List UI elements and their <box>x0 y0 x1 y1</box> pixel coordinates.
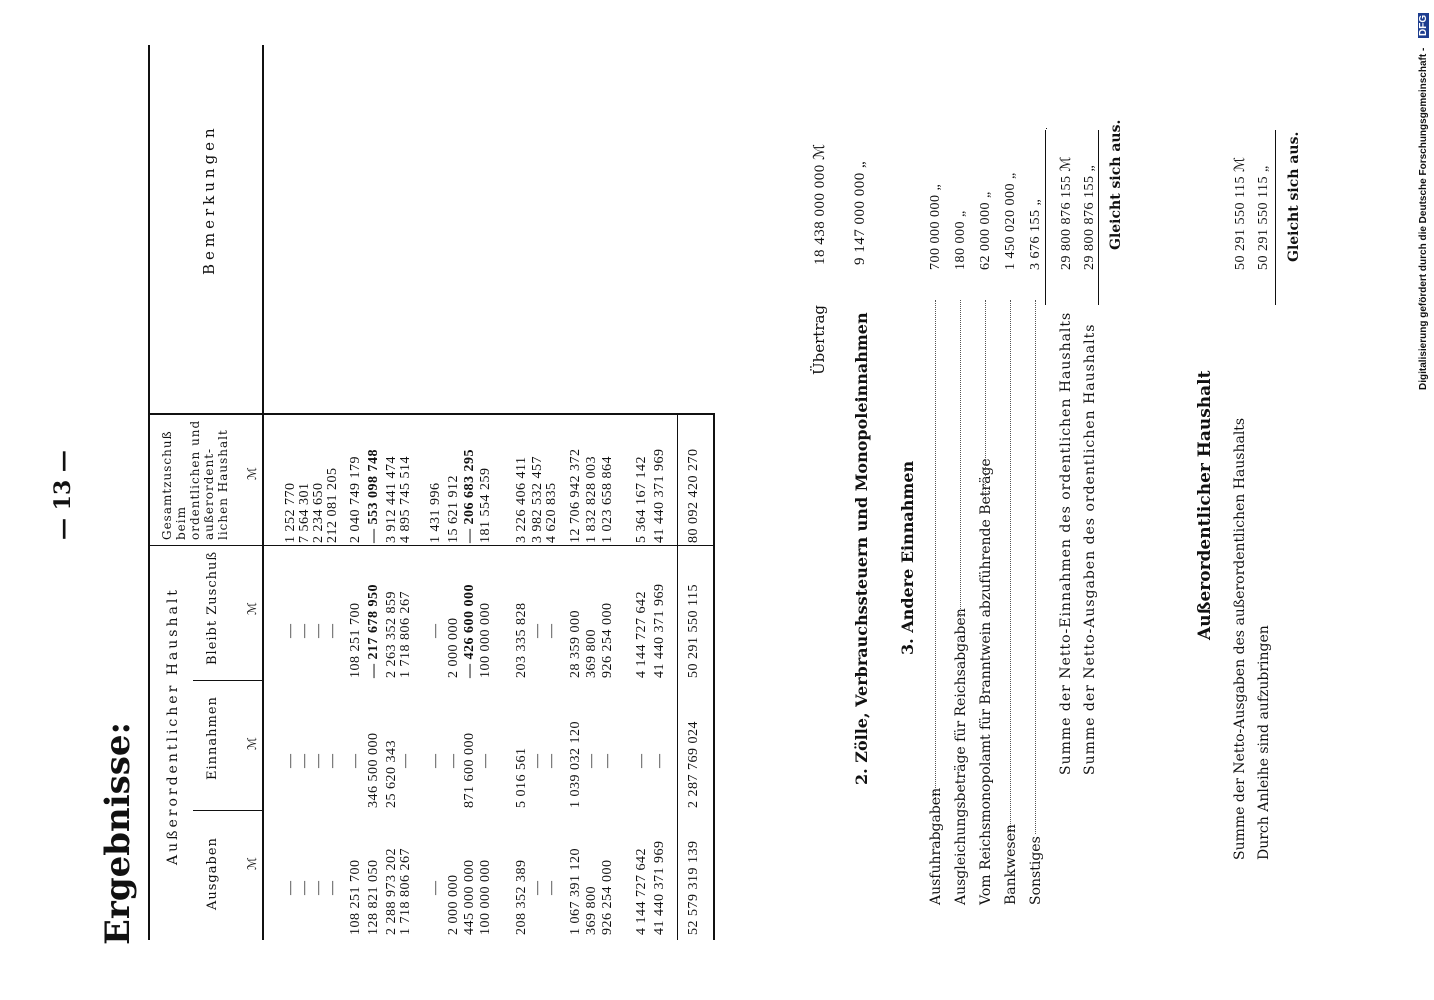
leader-dots <box>935 300 937 798</box>
cell-zuschuss: 1 718 806 267 <box>398 591 413 678</box>
cell-gesamt: 2 234 650 <box>311 482 326 543</box>
col-header-einnahmen: Einnahmen <box>205 696 220 780</box>
ao-heading: Außerordentlicher Haushalt <box>1195 370 1215 640</box>
cell-ausgaben: — <box>530 880 545 895</box>
andere-item-value: 1 450 020 000 „ <box>1003 172 1018 270</box>
leader-dots <box>960 300 962 625</box>
cell-einnahmen: — <box>446 753 461 768</box>
cell-gesamt: 1 252 770 <box>283 482 298 543</box>
cell-einnahmen: — <box>297 753 312 768</box>
cell-ausgaben: 100 000 000 <box>478 859 493 935</box>
andere-item-label: Ausgleichungsbeträge für Reichsabgaben <box>953 608 969 905</box>
col-header-ausgaben: Ausgaben <box>205 837 220 910</box>
cell-ausgaben: — <box>544 880 559 895</box>
gleicht-1: Gleicht sich aus. <box>1108 119 1124 250</box>
cell-einnahmen: — <box>600 753 615 768</box>
cell-zuschuss: 41 440 371 969 <box>652 583 667 678</box>
cell-einnahmen: 5 016 561 <box>514 747 529 808</box>
cell-ausgaben: — <box>428 880 443 895</box>
cell-gesamt: — 553 098 748 <box>366 449 381 543</box>
cell-einnahmen: — <box>634 753 649 768</box>
sum-rule-1 <box>1045 130 1046 305</box>
cell-einnahmen: 871 600 000 <box>462 732 477 808</box>
cell-ausgaben: 128 821 050 <box>366 859 381 935</box>
cell-gesamt: 15 621 912 <box>446 475 461 543</box>
andere-item-value: 62 000 000 „ <box>978 191 993 270</box>
andere-item-label: Bankwesen <box>1003 824 1019 905</box>
leader-dots <box>1035 300 1037 834</box>
cell-zuschuss: 28 359 000 <box>568 610 583 678</box>
ao-summe-value: 50 291 550 115 ℳ <box>1233 156 1248 270</box>
cell-einnahmen: — <box>348 753 363 768</box>
cell-zuschuss: 4 144 727 642 <box>634 591 649 678</box>
cell-gesamt: 2 040 749 179 <box>348 456 363 543</box>
col-header-gesamt: Gesamtzuschuß beim ordentlichen und außerordent-lichen Haushalt <box>160 419 230 540</box>
cell-zuschuss: — <box>530 623 545 638</box>
cell-gesamt: 181 554 259 <box>478 467 493 543</box>
totals-separator <box>677 415 678 940</box>
cell-einnahmen: — <box>652 753 667 768</box>
cell-gesamt: 41 440 371 969 <box>652 448 667 543</box>
cell-ausgaben: 445 000 000 <box>462 859 477 935</box>
uebertrag-label: Übertrag <box>810 304 828 375</box>
cell-gesamt: 7 564 301 <box>297 482 312 543</box>
digitization-note: Digitalisierung gefördert durch die Deutsche Forschungsgemeinschaft - <box>1418 47 1429 390</box>
col-divider-gesamt <box>150 413 715 415</box>
table-top-border <box>148 45 150 940</box>
cell-ausgaben: 2 000 000 <box>446 874 461 935</box>
summe-ausgaben-value: 29 800 876 155 „ <box>1082 164 1097 270</box>
cell-einnahmen: — <box>325 753 340 768</box>
cell-ausgaben: 4 144 727 642 <box>634 848 649 935</box>
cell-gesamt: 5 364 167 142 <box>634 456 649 543</box>
total-cell-ausgaben: 52 579 319 139 <box>686 840 701 935</box>
cell-gesamt: 1 832 828 003 <box>584 456 599 543</box>
andere-item-value: 180 000 „ <box>953 210 968 270</box>
cell-gesamt: 4 620 835 <box>544 482 559 543</box>
ao-anleihe-label: Durch Anleihe sind aufzubringen <box>1256 625 1272 860</box>
leader-dots <box>1010 300 1012 834</box>
cell-einnahmen: — <box>544 753 559 768</box>
ao-summe-label: Summe der Netto-Ausgaben des außerordentlichen Haushalts <box>1232 417 1248 860</box>
summe-einnahmen-label: Summe der Netto-Einnahmen des ordentlichen Haushalts <box>1058 311 1074 775</box>
unit-gesamt: ℳ <box>245 467 259 480</box>
gleicht-2: Gleicht sich aus. <box>1286 131 1302 262</box>
cell-ausgaben: 369 800 <box>584 886 599 935</box>
cell-gesamt: 3 226 406 411 <box>514 456 529 543</box>
total-cell-zuschuss: 50 291 550 115 <box>686 584 701 678</box>
cell-zuschuss: — <box>297 623 312 638</box>
andere-item-value: 700 000 000 „ <box>928 183 943 270</box>
total-cell-einnahmen: 2 287 769 024 <box>686 721 701 808</box>
sum-line-1 <box>1046 128 1047 129</box>
cell-ausgaben: 926 254 000 <box>600 859 615 935</box>
cell-ausgaben: — <box>325 880 340 895</box>
cell-zuschuss: 369 800 <box>584 629 599 678</box>
cell-zuschuss: — <box>325 623 340 638</box>
cell-ausgaben: 108 251 700 <box>348 859 363 935</box>
cell-ausgaben: 1 067 391 120 <box>568 848 583 935</box>
group-header: Außerordentlicher Haushalt <box>165 587 181 865</box>
col-divider-2 <box>193 810 263 811</box>
total-cell-gesamt: 80 092 420 270 <box>686 448 701 543</box>
cell-zuschuss: — <box>283 623 298 638</box>
col-divider-group <box>150 545 715 546</box>
page-number: — 13 — <box>50 450 76 540</box>
cell-einnahmen: — <box>478 753 493 768</box>
ao-anleihe-value: 50 291 550 115 „ <box>1256 165 1271 270</box>
sum-rule-3 <box>1275 130 1276 305</box>
col-header-bemerkungen: Bemerkungen <box>200 124 218 275</box>
cell-zuschuss: 926 254 000 <box>600 602 615 678</box>
cell-gesamt: 4 895 745 514 <box>398 456 413 543</box>
cell-zuschuss: 2 000 000 <box>446 617 461 678</box>
zoelle-value: 9 147 000 000 „ <box>852 160 868 265</box>
cell-zuschuss: 108 251 700 <box>348 602 363 678</box>
cell-ausgaben: 208 352 389 <box>514 859 529 935</box>
cell-ausgaben: 2 288 973 202 <box>384 848 399 935</box>
cell-einnahmen: — <box>530 753 545 768</box>
andere-item-label: Vom Reichsmonopolamt für Branntwein abzuführende Beträge <box>978 458 994 905</box>
cell-gesamt: 1 431 996 <box>428 482 443 543</box>
cell-zuschuss: — <box>428 623 443 638</box>
uebertrag-value: 18 438 000 000 ℳ <box>812 143 828 265</box>
cell-gesamt: — 206 683 295 <box>462 449 477 543</box>
cell-zuschuss: — <box>544 623 559 638</box>
summe-einnahmen-value: 29 800 876 155 ℳ <box>1059 156 1074 270</box>
cell-einnahmen: 25 620 343 <box>384 740 399 808</box>
unit-einnahmen: ℳ <box>245 737 259 750</box>
cell-gesamt: 212 081 205 <box>325 467 340 543</box>
cell-einnahmen: — <box>283 753 298 768</box>
cell-ausgaben: — <box>297 880 312 895</box>
cell-einnahmen: — <box>428 753 443 768</box>
cell-gesamt: 3 912 441 474 <box>384 456 399 543</box>
cell-zuschuss: 2 263 352 859 <box>384 591 399 678</box>
cell-gesamt: 1 023 658 864 <box>600 456 615 543</box>
zoelle-label: 2. Zölle, Verbrauchssteuern und Monopoleinnahmen <box>852 312 871 785</box>
dfg-logo: DFG <box>1418 14 1429 36</box>
summe-ausgaben-label: Summe der Netto-Ausgaben des ordentlichen Haushalts <box>1082 323 1098 775</box>
cell-ausgaben: — <box>283 880 298 895</box>
cell-ausgaben: — <box>311 880 326 895</box>
table-bottom-border <box>713 415 715 940</box>
cell-zuschuss: — 217 678 950 <box>366 584 381 678</box>
cell-einnahmen: — <box>398 753 413 768</box>
page-heading: Ergebnisse: <box>98 721 138 945</box>
cell-ausgaben: 1 718 806 267 <box>398 848 413 935</box>
sum-rule-2 <box>1098 130 1099 305</box>
andere-item-value: 3 676 155 „ <box>1028 198 1043 270</box>
leader-dots <box>985 300 987 496</box>
unit-zuschuss: ℳ <box>245 602 259 615</box>
cell-gesamt: 12 706 942 372 <box>568 448 583 543</box>
cell-zuschuss: 203 335 828 <box>514 602 529 678</box>
cell-zuschuss: — <box>311 623 326 638</box>
col-divider-1 <box>193 680 263 681</box>
cell-zuschuss: 100 000 000 <box>478 602 493 678</box>
cell-zuschuss: — 426 600 000 <box>462 584 477 678</box>
cell-gesamt: 3 982 532 457 <box>530 456 545 543</box>
col-header-zuschuss: Bleibt Zuschuß <box>205 550 220 665</box>
andere-item-label: Ausfuhrabgaben <box>928 787 944 905</box>
cell-einnahmen: 1 039 032 120 <box>568 721 583 808</box>
cell-einnahmen: — <box>584 753 599 768</box>
cell-einnahmen: 346 500 000 <box>366 732 381 808</box>
cell-ausgaben: 41 440 371 969 <box>652 840 667 935</box>
andere-item-label: Sonstiges <box>1028 836 1044 905</box>
unit-ausgaben: ℳ <box>245 857 259 870</box>
andere-heading: 3. Andere Einnahmen <box>898 460 917 655</box>
cell-einnahmen: — <box>311 753 326 768</box>
